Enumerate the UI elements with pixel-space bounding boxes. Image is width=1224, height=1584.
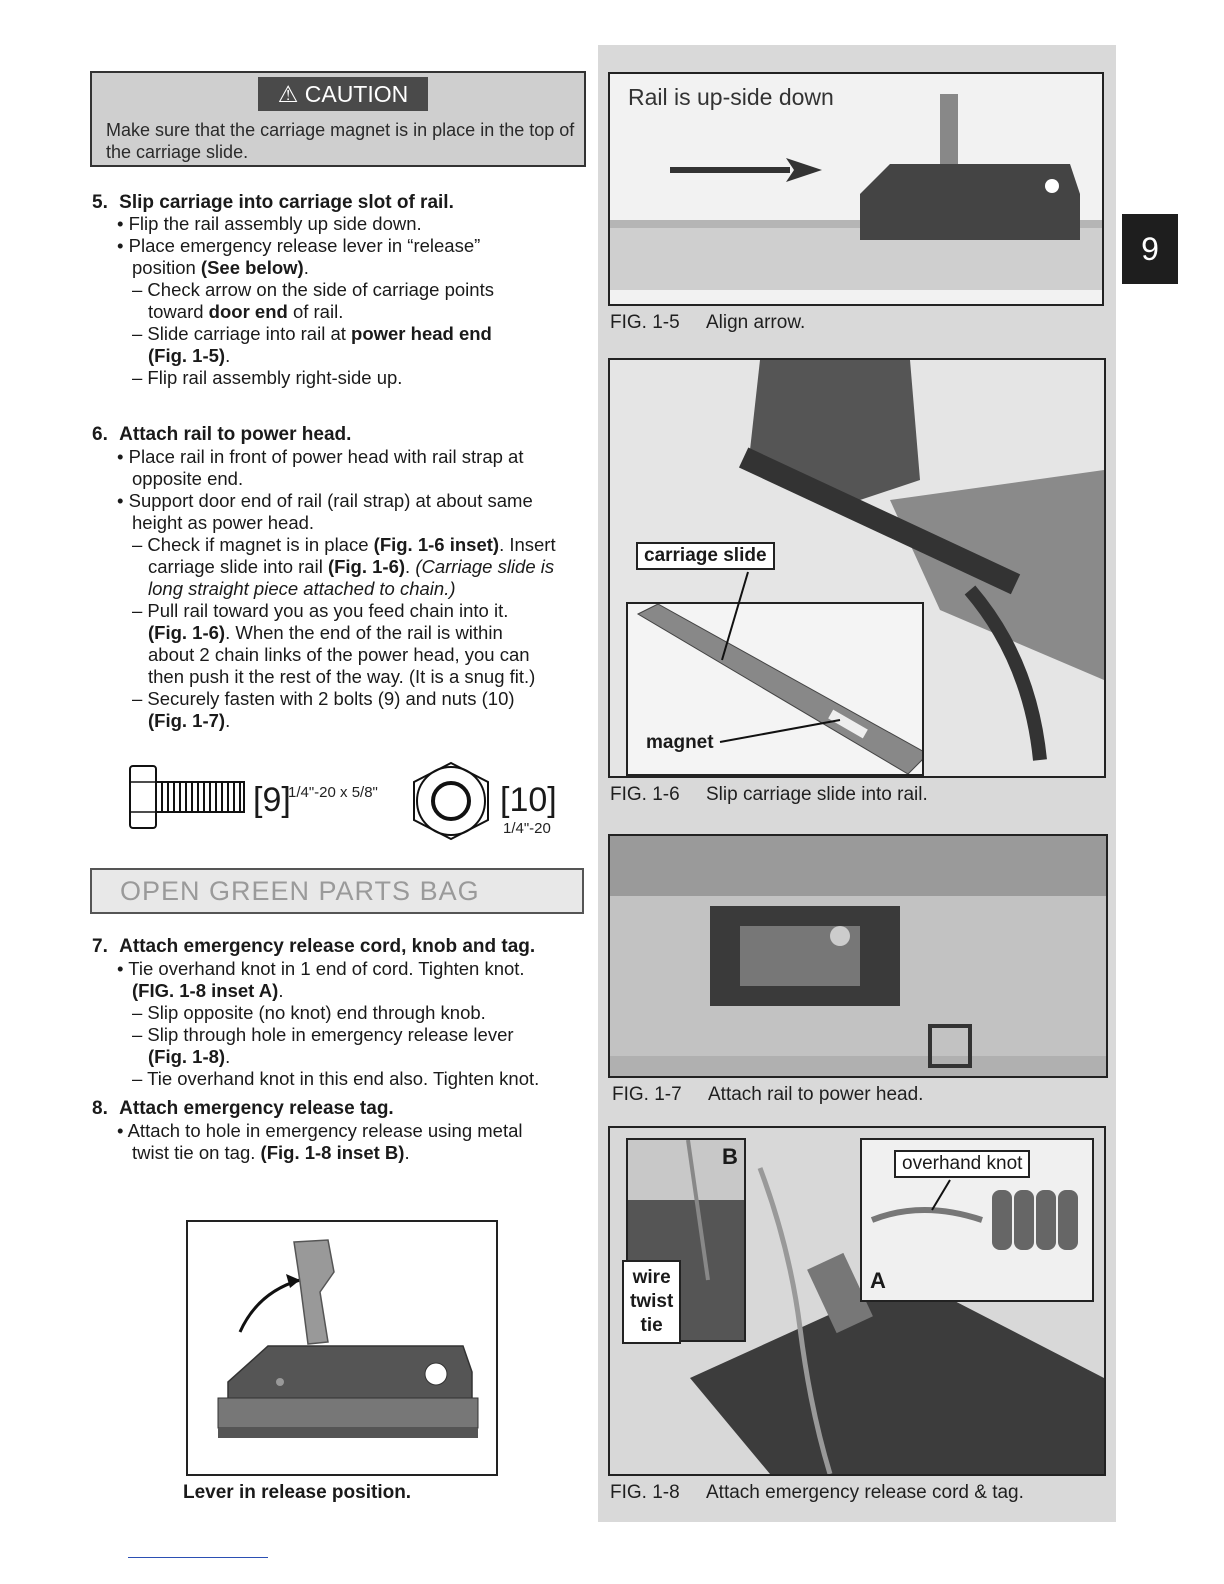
chapter-tab: 9	[1122, 214, 1178, 284]
caution-text: Make sure that the carriage magnet is in place in the top of the carriage slide.	[106, 120, 575, 162]
step-8-number: 8.	[92, 1098, 108, 1119]
magnet-label: magnet	[646, 732, 714, 753]
step-7-line-5: (Fig. 1-8).	[148, 1046, 231, 1067]
carriage-lever-drawing	[188, 1222, 496, 1474]
fig-1-6-photo	[608, 358, 1106, 778]
rail-carriage-drawing	[610, 74, 1102, 304]
step-5-line-6: – Slide carriage into rail at power head end	[132, 323, 492, 344]
step-6-heading	[92, 424, 351, 446]
step-6-line-3: • Support door end of rail (rail strap) at about same	[117, 490, 533, 511]
step-5-line-4: – Check arrow on the side of carriage points	[132, 279, 494, 300]
fig-1-5-photo	[608, 72, 1104, 306]
fig-1-8-caption: FIG. 1-8 Attach emergency release cord & tag.	[610, 1482, 1024, 1503]
bolt-part-number: [9]	[253, 781, 291, 819]
fig-1-8-photo	[608, 1126, 1106, 1476]
step-7-line-1: • Tie overhand knot in 1 end of cord. Tighten knot.	[117, 958, 525, 979]
step-6-number: 6.	[92, 424, 108, 445]
caution-label: CAUTION	[304, 81, 409, 107]
fig-1-6-caption: FIG. 1-6 Slip carriage slide into rail.	[610, 784, 928, 805]
step-6-line-6: carriage slide into rail (Fig. 1-6). (Carriage slide is	[148, 556, 555, 577]
inset-a	[860, 1138, 1094, 1302]
inset-b-letter: B	[722, 1144, 738, 1169]
step-5-line-2: • Place emergency release lever in “release”	[117, 235, 481, 256]
power-head-photo-drawing	[610, 836, 1106, 1076]
nut-part-number: [10]	[500, 781, 557, 819]
step-5-number: 5.	[92, 192, 108, 213]
step-8-line-1: • Attach to hole in emergency release using metal	[117, 1120, 523, 1141]
step-6-line-2: opposite end.	[132, 468, 244, 489]
bolt-icon	[128, 762, 248, 832]
fig-1-5-caption: FIG. 1-5 Align arrow.	[610, 312, 806, 333]
step-5-line-7: (Fig. 1-5).	[148, 345, 231, 366]
step-5-line-8: – Flip rail assembly right-side up.	[132, 367, 403, 388]
carriage-slide-label: carriage slide	[636, 542, 775, 570]
step-6-line-4: height as power head.	[132, 512, 315, 533]
step-5-title: Slip carriage into carriage slot of rail.	[119, 192, 454, 213]
step-6-line-10: about 2 chain links of the power head, you can	[148, 644, 530, 665]
nut-icon	[406, 760, 496, 842]
step-7-line-6: – Tie overhand knot in this end also. Tighten knot.	[132, 1068, 540, 1089]
fig-1-7-caption: FIG. 1-7 Attach rail to power head.	[612, 1084, 924, 1105]
inset-a-letter: A	[870, 1268, 886, 1293]
step-8-heading	[92, 1098, 394, 1120]
step-6-line-1: • Place rail in front of power head with rail strap at	[117, 446, 524, 467]
caution-box	[90, 71, 586, 167]
footer-link-line	[128, 1557, 268, 1558]
step-8-line-2: twist tie on tag. (Fig. 1-8 inset B).	[132, 1142, 410, 1163]
step-6-line-12: – Securely fasten with 2 bolts (9) and nuts (10)	[132, 688, 515, 709]
step-6-line-7: long straight piece attached to chain.)	[148, 578, 456, 599]
wire-twist-tie-label: wire twist tie	[622, 1260, 681, 1344]
label-leader-lines	[610, 360, 1104, 776]
step-6-title: Attach rail to power head.	[119, 424, 352, 445]
step-7-title: Attach emergency release cord, knob and tag.	[119, 936, 536, 957]
caution-badge	[258, 77, 428, 111]
overhand-knot-label: overhand knot	[894, 1150, 1030, 1178]
step-6-line-11: then push it the rest of the way. (It is a snug fit.)	[148, 666, 536, 687]
nut-size: 1/4"-20	[503, 820, 551, 837]
warning-icon: ⚠	[277, 81, 299, 107]
step-7-heading	[92, 936, 535, 958]
bolt-size: 1/4"-20 x 5/8"	[288, 784, 378, 801]
lever-caption: Lever in release position.	[183, 1482, 412, 1503]
step-7-line-3: – Slip opposite (no knot) end through knob.	[132, 1002, 486, 1023]
lever-release-illustration	[186, 1220, 498, 1476]
step-6-line-9: (Fig. 1-6). When the end of the rail is within	[148, 622, 503, 643]
step-5-line-1: • Flip the rail assembly up side down.	[117, 213, 422, 234]
step-7-line-4: – Slip through hole in emergency release lever	[132, 1024, 514, 1045]
step-6-line-8: – Pull rail toward you as you feed chain into it.	[132, 600, 509, 621]
open-parts-bag-banner: OPEN GREEN PARTS BAG	[90, 868, 584, 914]
step-6-line-13: (Fig. 1-7).	[148, 710, 231, 731]
step-6-line-5: – Check if magnet is in place (Fig. 1-6 inset). Insert	[132, 534, 556, 555]
fig-1-7-photo	[608, 834, 1108, 1078]
step-7-number: 7.	[92, 936, 108, 957]
step-8-title: Attach emergency release tag.	[119, 1098, 394, 1119]
step-5-line-3: position (See below).	[132, 257, 309, 278]
step-5-line-5: toward door end of rail.	[148, 301, 344, 322]
step-5-heading	[92, 192, 454, 214]
step-7-line-2: (FIG. 1-8 inset A).	[132, 980, 284, 1001]
fig-1-5-overlay-text: Rail is up-side down	[628, 84, 834, 110]
